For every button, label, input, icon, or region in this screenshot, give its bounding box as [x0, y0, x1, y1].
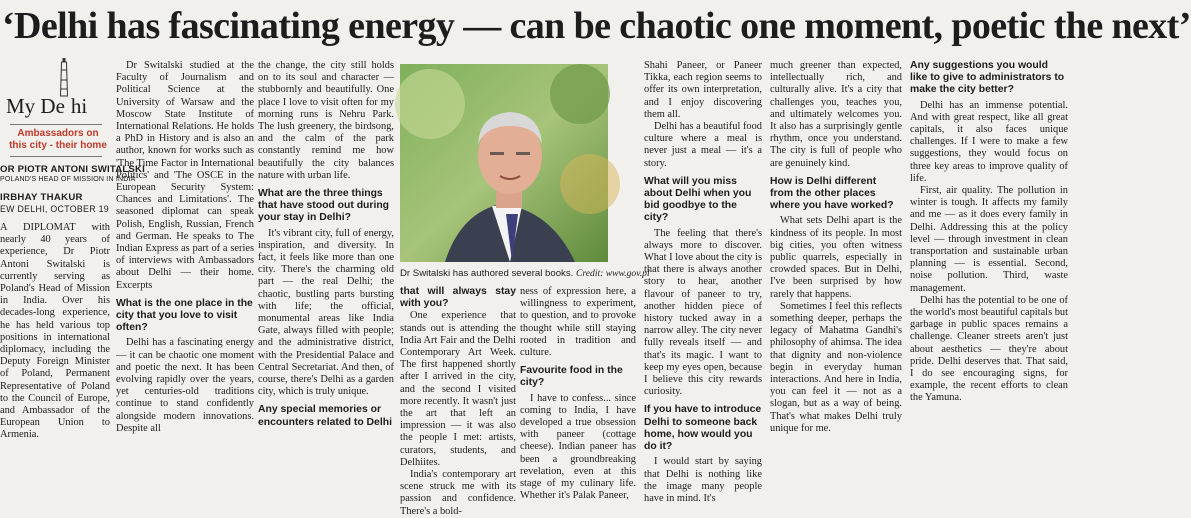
paragraph: I have to confess... since coming to India, I have developed a true obsession with paneer (cottage cheese). Indian paneer has been a groundbreaking revelation, even at this stage of my culinary life. Whether it's Palak Paneer, [520, 392, 636, 502]
caption-text: Dr Switalski has authored several books. [400, 268, 574, 279]
paragraph: Sometimes I feel this reflects something deeper, perhaps the legacy of Mahatma Gandhi's philosophy of ahimsa. The idea that dignity and non-violence begin in everyday human interactions. And here in India, you can feel it — not as a slogan, but as a way of being. That's what makes Delhi truly unique for me. [770, 300, 902, 434]
series-panel [0, 58, 145, 441]
question: What are the three things that have stood out during your stay in Delhi? [258, 188, 390, 224]
question: What is the one place in the city that you love to visit often? [116, 297, 253, 334]
article-column-8 [910, 60, 1068, 404]
series-tagline [6, 128, 110, 152]
question: What will you miss about Delhi when you bid goodbye to the city? [644, 175, 752, 224]
paragraph: the change, the city still holds on to its soul and character — stubbornly and beautifully. One place I love to visit often for my morning runs is Nehru Park. The lush greenery, the birdsong, and the calm of the park constantly remind me how beautifully the city balances nature with urban life. [258, 60, 394, 181]
question: that will always stay with you? [400, 286, 516, 310]
paragraph: It's vibrant city, full of energy, inspiration, and diversity. In fact, it feels like more than one city. There's the charming old part — the real Delhi; the chaotic, bustling parts bursting with life; the official, monumental areas like India Gate, always filled with people; and the administrative district, with the Presidential Palace and Central Secretariat. And then, of course, there's Delhi as a garden city, which is truly unique. [258, 227, 394, 398]
paragraph: One experience that stands out is attending the India Art Fair and the Delhi Contemporary Art Week. The first happened shortly after I arrived in the city, and the second I visited more recently. It wasn't just the art that left an impression — it was also the people I met: artists, curators, students, and Delhiites. [400, 310, 516, 468]
intro-text: A DIPLOMAT with nearly 40 years of experience, Dr Piotr Antoni Switalski is currently serving as Poland's Head of Mission in India. Over his decades-long experience, he has held various top positions in international diplomacy, including the Deputy Foreign Minister of Poland, Permanent Representative of Poland to the Council of Europe, and Ambassador of the European Union to Armenia. [0, 222, 110, 441]
qutub-minar-icon [58, 58, 70, 96]
intro-paragraph [0, 222, 110, 442]
paragraph: First, air quality. The pollution in winter is tough. It affects my family and me — as it does every family in Delhi. Addressing this at the policy level — through investment in clean transportation and sustainable urban planning — is essential. Second, noise pollution. Third, waste management. [910, 185, 1068, 294]
divider [10, 124, 102, 125]
question: Any special memories or encounters related to Delhi [258, 404, 392, 428]
reporter-name: IRBHAY THAKUR [0, 192, 83, 203]
paragraph: ness of expression here, a willingness to experiment, to question, and to provoke thought while still staying rooted in tradition and culture. [520, 286, 636, 359]
question: How is Delhi different from the other places where you have worked? [770, 175, 894, 212]
caption-credit: Credit: www.gov.pl [575, 268, 650, 279]
interviewee-name: OR PIOTR ANTONI SWITALSKI [0, 164, 145, 175]
paragraph: Delhi has a fascinating energy — it can be chaotic one moment and poetic the next. It has been evolving rapidly over the years, yet centuries-old traditions continue to stand confidently alongside modern innovations. Despite all [116, 337, 254, 434]
article-column-4 [400, 286, 516, 517]
headline: ‘Delhi has fascinating energy — can be chaotic one moment, poetic the next’ [2, 5, 1191, 47]
ambassador-photo [400, 64, 608, 262]
series-logo [6, 94, 87, 118]
paragraph: I would start by saying that Delhi is nothing like the image many people have in mind. It's [644, 456, 762, 504]
article-column-5 [520, 286, 636, 502]
divider [10, 156, 102, 157]
article-column-6 [644, 60, 762, 504]
paragraph: What sets Delhi apart is the kindness of its people. In most big cities, you often witness public quarrels, especially in crowded spaces. But in Delhi, I've been surprised by how rarely that happens. [770, 215, 902, 300]
article-column-3 [258, 60, 394, 428]
paragraph: India's contemporary art scene struck me with its passion and confidence. There's a bold- [400, 469, 516, 517]
photo-caption [400, 268, 650, 280]
question: If you have to introduce Delhi to someone back home, how would you do it? [644, 404, 762, 453]
paragraph: The feeling that there's always more to discover. What I love about the city is that there is always another story to hear, another flavour of paneer to try, another hidden piece of history tucked away in a narrow alley. The city never fully reveals itself — and that's its magic. I want to keep my eyes open, because I believe this city rewards curiosity. [644, 227, 762, 398]
question: Favourite food in the city? [520, 365, 623, 389]
paragraph: Delhi has an immense potential. And with great respect, like all great capitals, it also faces unique challenges. If I were to make a few suggestions, they would focus on three key areas to improve quality of life. [910, 99, 1068, 184]
article-column-2 [116, 60, 254, 434]
paragraph: Delhi has a beautiful food culture where a meal is never just a meal — it's a story. [644, 121, 762, 169]
paragraph: Dr Switalski studied at the Faculty of Journalism and Political Science at the University of Warsaw and the Moscow State Institute of International Relations. He holds a PhD in History and is also an author, known for works such as 'The Time Factor in International Politics' and 'The OSCE in the European Security System: Chances and Limitations'. The seasoned diplomat can speak Polish, English, Russian, French and German. He speaks to The Indian Express as part of a series of interviews with Ambassadors about Delhi — their home. Excerpts [116, 60, 254, 291]
paragraph: Shahi Paneer, or Paneer Tikka, each region seems to offer its own interpretation, and I enjoy discovering them all. [644, 60, 762, 120]
paragraph: much greener than expected, intellectually rich, and culturally alive. It's a city that challenges you, teaches you, and ultimately welcomes you. It also has a surprisingly gentle rhythm, once you understand. The city is full of people who are genuinely kind. [770, 60, 902, 169]
dateline: EW DELHI, OCTOBER 19 [0, 204, 109, 214]
tagline-line-2: this city - their home [9, 140, 107, 151]
article-column-7 [770, 60, 902, 434]
interviewee-role: POLAND'S HEAD OF MISSION IN INDIA [0, 176, 136, 183]
paragraph: Delhi has the potential to be one of the world's most beautiful capitals but garbage in public spaces remains a challenge. Cleaner streets aren't just about aesthetics — they're about pride. Delhi deserves that. That said, I do see encouraging signs, for example, the recent efforts to clean the Yamuna. [910, 294, 1068, 404]
question: Any suggestions you would like to give to administrators to make the city better? [910, 60, 1065, 96]
logo-text-hi: hi [70, 94, 88, 118]
tagline-line-1: Ambassadors on [17, 128, 99, 139]
logo-text-my: My De [6, 94, 65, 118]
